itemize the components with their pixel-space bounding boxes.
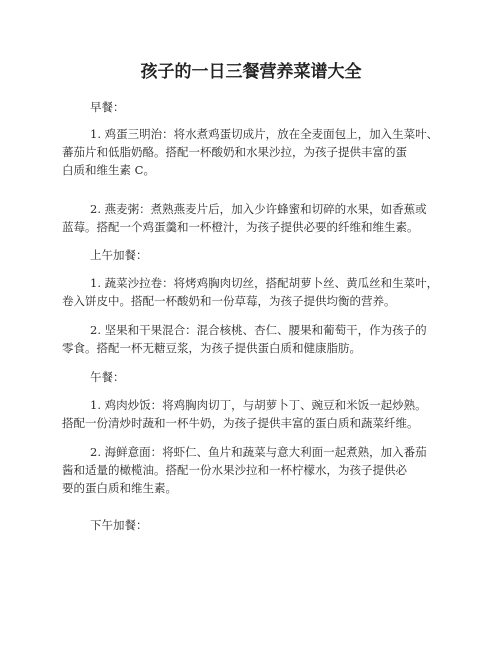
section-heading-lunch: 午餐：: [90, 370, 125, 384]
document-title: 孩子的一日三餐营养菜谱大全: [140, 62, 362, 82]
section-heading-afternoon-snack: 下午加餐：: [90, 518, 148, 532]
paragraph-line: 蕃茄片和低脂奶酪。搭配一杯酸奶和水果沙拉，为孩子提供丰富的蛋: [62, 145, 407, 159]
paragraph-line: 1. 鸡肉炒饭：将鸡胸肉切丁，与胡萝卜丁、豌豆和米饭一起炒熟。: [90, 398, 427, 412]
paragraph-lunch-1: [62, 396, 442, 432]
paragraph-line: 白质和维生素 C。: [62, 163, 155, 177]
paragraph-breakfast-2: [62, 200, 442, 236]
paragraph-line: 搭配一份清炒时蔬和一杯牛奶，为孩子提供丰富的蛋白质和蔬菜纤维。: [62, 416, 419, 430]
paragraph-line: 2. 燕麦粥：煮熟燕麦片后，加入少许蜂蜜和切碎的水果，如香蕉或: [90, 202, 427, 216]
paragraph-line: 1. 鸡蛋三明治：将水煮鸡蛋切成片，放在全麦面包上，加入生菜叶、: [90, 127, 439, 141]
paragraph-line: 酱和适量的橄榄油。搭配一份水果沙拉和一杯柠檬水，为孩子提供必: [62, 463, 407, 477]
paragraph-lunch-2: [62, 443, 442, 497]
paragraph-line: 卷入饼皮中。搭配一杯酸奶和一份草莓，为孩子提供均衡的营养。: [62, 294, 396, 308]
section-heading-breakfast: 早餐：: [90, 100, 125, 114]
paragraph-line: 蓝莓。搭配一个鸡蛋羹和一杯橙汁，为孩子提供必要的纤维和维生素。: [62, 220, 419, 234]
paragraph-line: 2. 坚果和干果混合：混合核桃、杏仁、腰果和葡萄干，作为孩子的: [90, 323, 427, 337]
paragraph-line: 1. 蔬菜沙拉卷：将烤鸡胸肉切丝，搭配胡萝卜丝、黄瓜丝和生菜叶，: [90, 276, 439, 290]
paragraph-line: 要的蛋白质和维生素。: [62, 481, 177, 495]
paragraph-morning-snack-2: [62, 321, 442, 357]
section-heading-morning-snack: 上午加餐：: [90, 248, 148, 262]
paragraph-line: 2. 海鲜意面：将虾仁、鱼片和蔬菜与意大利面一起煮熟，加入番茄: [90, 445, 427, 459]
paragraph-line: 零食。搭配一杯无糖豆浆，为孩子提供蛋白质和健康脂肪。: [62, 341, 361, 355]
paragraph-breakfast-1: [62, 125, 442, 179]
paragraph-morning-snack-1: [62, 274, 442, 310]
